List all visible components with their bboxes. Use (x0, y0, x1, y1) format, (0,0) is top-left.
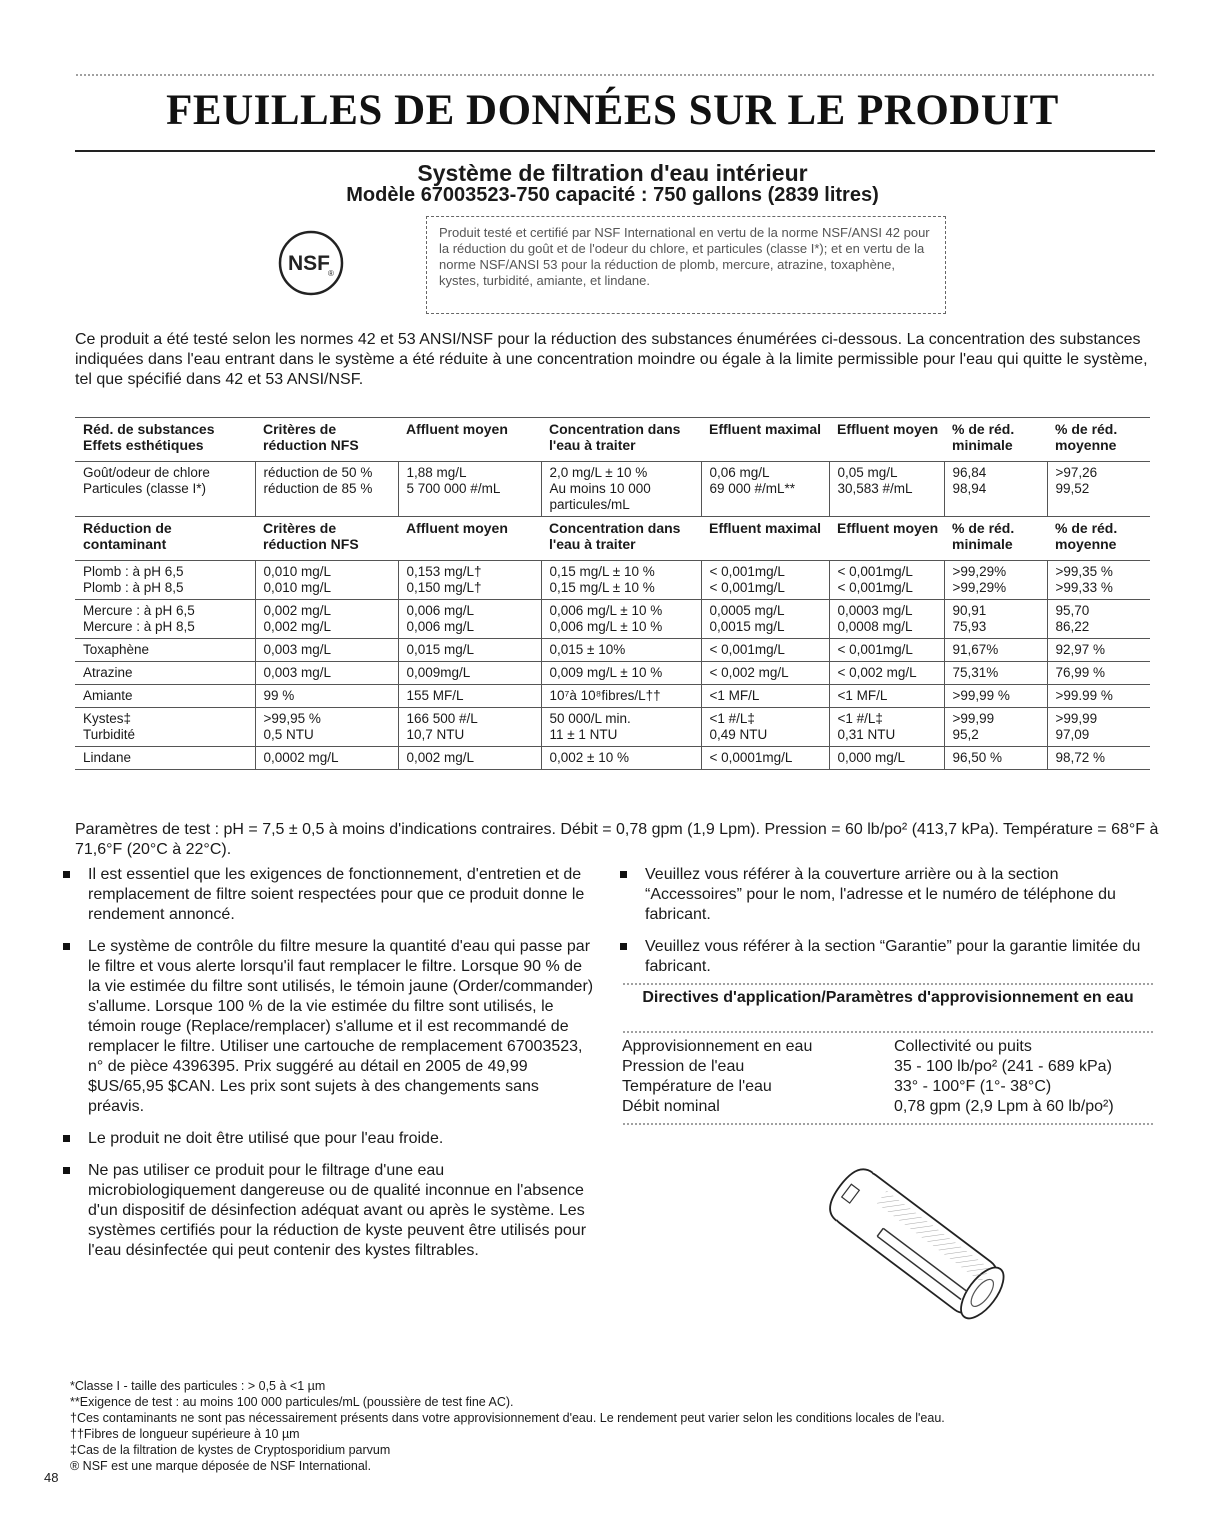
footnote: †Ces contaminants ne sont pas nécessairement présents dans votre approvisionnement d'eau. Le rendement peut varier selon les conditions locales de l'eau. (70, 1411, 945, 1425)
column-header: % de réd. moyenne (1047, 418, 1150, 462)
table-cell: 0,000 mg/L (829, 747, 944, 770)
svg-text:®: ® (328, 269, 334, 278)
footnote: **Exigence de test : au moins 100 000 particules/mL (poussière de test fine AC). (70, 1395, 514, 1409)
directive-row (622, 1057, 1154, 1077)
footnote: ††Fibres de longueur supérieure à 10 µm (70, 1427, 300, 1441)
table-cell: >99,35 % >99,33 % (1047, 561, 1150, 600)
table-cell: 0,06 mg/L 69 000 #/mL** (701, 462, 829, 517)
table-cell: 90,91 75,93 (944, 600, 1047, 639)
table-cell: 92,97 % (1047, 639, 1150, 662)
directives-bottom-rule (622, 1122, 1154, 1126)
column-header: % de réd. moyenne (1047, 517, 1150, 561)
table-cell: >99,99 95,2 (944, 708, 1047, 747)
column-header: Réduction de contaminant (75, 517, 255, 561)
table-cell: <1 MF/L (701, 685, 829, 708)
table-cell: 0,153 mg/L† 0,150 mg/L† (398, 561, 541, 600)
title-rule (75, 150, 1155, 152)
table-cell: 10⁷à 10⁸fibres/L†† (541, 685, 701, 708)
column-header: Critères de réduction NFS (255, 418, 398, 462)
table-cell: 1,88 mg/L 5 700 000 #/mL (398, 462, 541, 517)
table-cell: 0,0003 mg/L 0,0008 mg/L (829, 600, 944, 639)
table-cell: réduction de 50 % réduction de 85 % (255, 462, 398, 517)
directive-value: 33° - 100°F (1°- 38°C) (894, 1078, 1052, 1095)
table-cell: Kystes‡ Turbidité (75, 708, 255, 747)
directive-label: Approvisionnement en eau (622, 1038, 813, 1055)
table-cell: 96,50 % (944, 747, 1047, 770)
table-row (75, 685, 1150, 708)
table-cell: Plomb : à pH 6,5 Plomb : à pH 8,5 (75, 561, 255, 600)
table-cell: 99 % (255, 685, 398, 708)
footnotes (70, 1378, 1130, 1474)
table-cell: >99,95 % 0,5 NTU (255, 708, 398, 747)
table-row (75, 639, 1150, 662)
intro-paragraph: Ce produit a été testé selon les normes 42 et 53 ANSI/NSF pour la réduction des substances énumérées ci-dessous. La concentration des substances indiquées dans l'eau entrant dans le système a été réduite à une concentration moindre ou égale à la limite permissible pour l'eau qui quitte le système, tel que spécifié dans 42 et 53 ANSI/NSF. (75, 331, 1148, 388)
table-cell: >99,29% >99,29% (944, 561, 1047, 600)
table-cell: >99,99 % (944, 685, 1047, 708)
model-line: Modèle 67003523-750 capacité : 750 gallons (2839 litres) (346, 184, 879, 206)
table-cell: 91,67% (944, 639, 1047, 662)
table-cell: Mercure : à pH 6,5 Mercure : à pH 8,5 (75, 600, 255, 639)
table-cell: 50 000/L min. 11 ± 1 NTU (541, 708, 701, 747)
table-cell: 0,006 mg/L 0,006 mg/L (398, 600, 541, 639)
performance-data-table (75, 417, 1150, 770)
page-number: 48 (44, 1470, 59, 1485)
directive-value: 0,78 gpm (2,9 Lpm à 60 lb/po²) (894, 1098, 1114, 1115)
table-row (75, 747, 1150, 770)
directive-row (622, 1097, 1154, 1117)
column-header: Effluent moyen (829, 517, 944, 561)
table-cell: 0,009mg/L (398, 662, 541, 685)
bullet-item: Ne pas utiliser ce produit pour le filtrage d'une eau microbiologiquement dangereuse ou de qualité inconnue en l'absence d'un dispositif de désinfection adéquat avant ou après le système. Les systèmes certifiés pour la réduction de kyste peuvent être utilisés pour l'eau désinfectée qui peut contenir des kystes filtrables. (60, 1161, 595, 1261)
test-parameters: Paramètres de test : pH = 7,5 ± 0,5 à moins d'indications contraires. Débit = 0,78 gpm (1,9 Lpm). Pression = 60 lb/po² (413,7 kPa). Température = 68°F à 71,6°F (20°C à 22°C). (75, 821, 1159, 858)
table-cell: Goût/odeur de chlore Particules (classe I*) (75, 462, 255, 517)
table-row (75, 600, 1150, 639)
footnote: *Classe I - taille des particules : > 0,5 à <1 µm (70, 1379, 326, 1393)
column-header: Réd. de substances Effets esthétiques (75, 418, 255, 462)
table-cell: >99.99 % (1047, 685, 1150, 708)
table-cell: < 0,002 mg/L (829, 662, 944, 685)
table-cell: 76,99 % (1047, 662, 1150, 685)
column-header: Affluent moyen (398, 517, 541, 561)
table-cell: 0,015 mg/L (398, 639, 541, 662)
filter-cartridge-illustration (820, 1150, 1020, 1342)
table-cell: <1 #/L‡ 0,31 NTU (829, 708, 944, 747)
table-cell: Lindane (75, 747, 255, 770)
table-cell: 0,0005 mg/L 0,0015 mg/L (701, 600, 829, 639)
column-header: Effluent maximal (701, 418, 829, 462)
table-cell: 0,009 mg/L ± 10 % (541, 662, 701, 685)
table-cell: 0,002 ± 10 % (541, 747, 701, 770)
table-cell: <1 #/L‡ 0,49 NTU (701, 708, 829, 747)
table-cell: 166 500 #/L 10,7 NTU (398, 708, 541, 747)
table-cell: 0,002 mg/L (398, 747, 541, 770)
nsf-logo-icon (278, 230, 344, 296)
directive-value: Collectivité ou puits (894, 1038, 1032, 1055)
table-cell: 0,05 mg/L 30,583 #/mL (829, 462, 944, 517)
column-header: % de réd. minimale (944, 517, 1047, 561)
bullet-item: Le système de contrôle du filtre mesure la quantité d'eau qui passe par le filtre et vous alerte lorsqu'il faut remplacer le filtre. Lorsque 90 % de la vie estimée du filtre sont utilisés, le témoin jaune (Order/commander) s'allume. Lorsque 100 % de la vie estimée du filtre sont utilisés, le témoin rouge (Replace/remplacer) s'allume et il est recommandé de remplacer le filtre. Utiliser une cartouche de remplacement 67003523, n° de pièce 4396395. Prix suggéré au détail en 2005 de 49,99 $US/65,95 $CAN. Les prix sont sujets à des changements sans préavis. (60, 937, 595, 1117)
column-header: Concentration dans l'eau à traiter (541, 517, 701, 561)
directive-row (622, 1037, 1154, 1057)
directive-label: Pression de l'eau (622, 1058, 745, 1075)
table-header-row (75, 517, 1150, 561)
footnote: ® NSF est une marque déposée de NSF International. (70, 1459, 372, 1473)
table-cell: 0,003 mg/L (255, 639, 398, 662)
bullet-item: Veuillez vous référer à la couverture arrière ou à la section “Accessoires” pour le nom, l'adresse et le numéro de téléphone du fabricant. (617, 865, 1157, 925)
table-cell: 0,015 ± 10% (541, 639, 701, 662)
table-cell: 0,003 mg/L (255, 662, 398, 685)
directive-label: Température de l'eau (622, 1078, 772, 1095)
table-row (75, 561, 1150, 600)
table-cell: Amiante (75, 685, 255, 708)
directive-value: 35 - 100 lb/po² (241 - 689 kPa) (894, 1058, 1112, 1075)
footnote: ‡Cas de la filtration de kystes de Cryptosporidium parvum (70, 1443, 391, 1457)
top-dotted-rule (75, 73, 1155, 77)
table-cell: 75,31% (944, 662, 1047, 685)
table-row (75, 708, 1150, 747)
directive-row (622, 1077, 1154, 1097)
table-cell: < 0,001mg/L (829, 639, 944, 662)
column-header: Effluent maximal (701, 517, 829, 561)
bullet-list-left (60, 865, 595, 1273)
section-subtitle: Système de filtration d'eau intérieur (417, 160, 808, 186)
table-cell: 0,15 mg/L ± 10 % 0,15 mg/L ± 10 % (541, 561, 701, 600)
table-cell: < 0,001mg/L < 0,001mg/L (701, 561, 829, 600)
certification-box: Produit testé et certifié par NSF International en vertu de la norme NSF/ANSI 42 pour la réduction du goût et de l'odeur du chlore, et particules (classe I*); et en vertu de la norme NSF/ANSI 53 pour la réduction de plomb, mercure, atrazine, toxaphène, kystes, turbidité, amiante, et lindane. (426, 216, 946, 314)
table-cell: <1 MF/L (829, 685, 944, 708)
table-cell: < 0,002 mg/L (701, 662, 829, 685)
nsf-logo-text: NSF (288, 252, 330, 275)
bullet-item: Le produit ne doit être utilisé que pour l'eau froide. (60, 1129, 595, 1149)
column-header: % de réd. minimale (944, 418, 1047, 462)
table-cell: 0,010 mg/L 0,010 mg/L (255, 561, 398, 600)
table-cell: >99,99 97,09 (1047, 708, 1150, 747)
table-row (75, 462, 1150, 517)
table-cell: 98,72 % (1047, 747, 1150, 770)
directive-label: Débit nominal (622, 1098, 720, 1115)
directives-top-rule (622, 982, 1154, 986)
table-cell: >97,26 99,52 (1047, 462, 1150, 517)
table-cell: 0,006 mg/L ± 10 % 0,006 mg/L ± 10 % (541, 600, 701, 639)
table-cell: < 0,0001mg/L (701, 747, 829, 770)
table-cell: 2,0 mg/L ± 10 % Au moins 10 000 particules/mL (541, 462, 701, 517)
column-header: Effluent moyen (829, 418, 944, 462)
table-header-row (75, 418, 1150, 462)
bullet-item: Il est essentiel que les exigences de fonctionnement, d'entretien et de remplacement de filtre soient respectées pour que ce produit donne le rendement annoncé. (60, 865, 595, 925)
directives-mid-rule (622, 1030, 1154, 1034)
table-row (75, 662, 1150, 685)
table-cell: 96,84 98,94 (944, 462, 1047, 517)
table-cell: Toxaphène (75, 639, 255, 662)
table-cell: < 0,001mg/L (701, 639, 829, 662)
directives-table (622, 1037, 1154, 1117)
table-cell: 0,0002 mg/L (255, 747, 398, 770)
bullet-item: Veuillez vous référer à la section “Garantie” pour la garantie limitée du fabricant. (617, 937, 1157, 977)
column-header: Critères de réduction NFS (255, 517, 398, 561)
bullet-list-right (617, 865, 1157, 989)
table-cell: 95,70 86,22 (1047, 600, 1150, 639)
table-cell: Atrazine (75, 662, 255, 685)
table-cell: 155 MF/L (398, 685, 541, 708)
column-header: Affluent moyen (398, 418, 541, 462)
table-cell: < 0,001mg/L < 0,001mg/L (829, 561, 944, 600)
page-title: FEUILLES DE DONNÉES SUR LE PRODUIT (166, 87, 1059, 134)
directives-title: Directives d'application/Paramètres d'approvisionnement en eau (642, 989, 1134, 1006)
column-header: Concentration dans l'eau à traiter (541, 418, 701, 462)
table-cell: 0,002 mg/L 0,002 mg/L (255, 600, 398, 639)
